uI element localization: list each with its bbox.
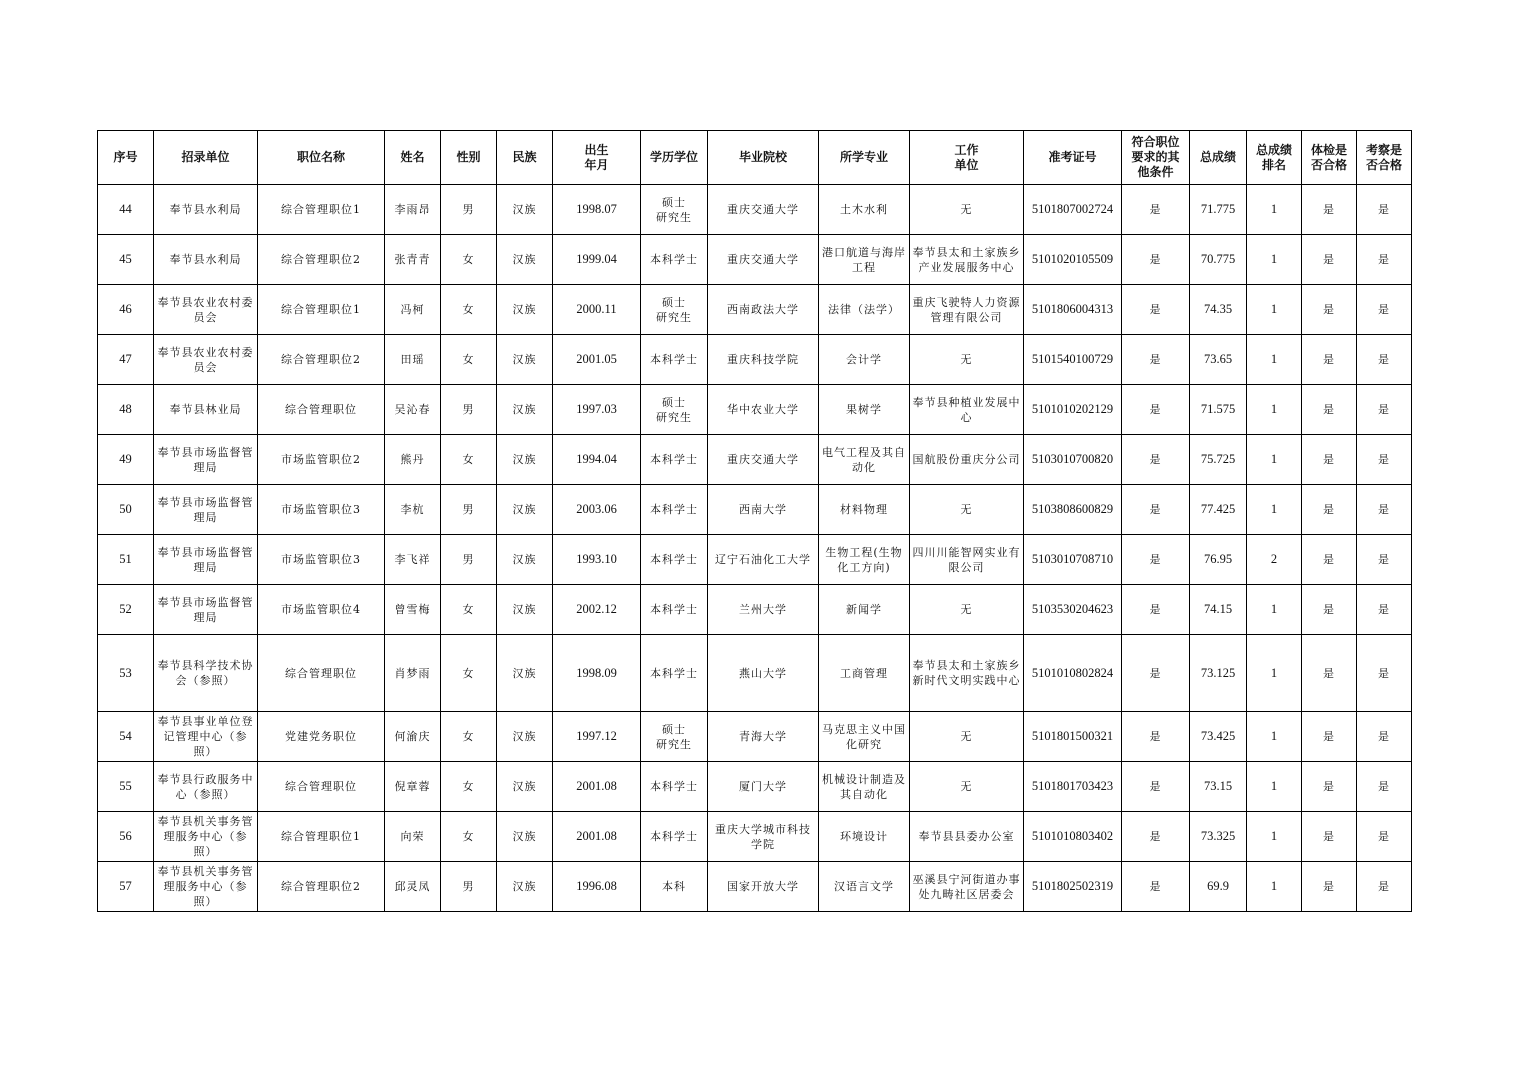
cell-total-score: 73.15 [1190,762,1247,812]
cell-degree: 本科学士 [641,585,708,635]
cell-recruiting-unit: 奉节县市场监督管理局 [154,485,258,535]
cell-exam-id: 5103010700820 [1024,435,1122,485]
cell-exam-id: 5101010802824 [1024,635,1122,712]
cell-degree: 硕士 研究生 [641,185,708,235]
table-row [98,235,1412,285]
cell-other-conditions: 是 [1122,585,1190,635]
cell-exam-id: 5101802502319 [1024,862,1122,912]
cell-rank: 1 [1247,235,1302,285]
cell-school: 重庆交通大学 [708,435,819,485]
cell-degree: 硕士 研究生 [641,285,708,335]
cell-workplace: 奉节县种植业发展中心 [910,385,1024,435]
cell-other-conditions: 是 [1122,762,1190,812]
cell-recruiting-unit: 奉节县农业农村委员会 [154,335,258,385]
cell-rank: 2 [1247,535,1302,585]
cell-total-score: 70.775 [1190,235,1247,285]
cell-position: 市场监管职位2 [258,435,385,485]
cell-total-score: 74.15 [1190,585,1247,635]
cell-seq: 45 [98,235,154,285]
cell-seq: 57 [98,862,154,912]
cell-rank: 1 [1247,385,1302,435]
cell-major: 汉语言文学 [819,862,910,912]
cell-rank: 1 [1247,285,1302,335]
cell-ethnicity: 汉族 [497,435,553,485]
cell-workplace: 无 [910,585,1024,635]
cell-position: 综合管理职位1 [258,185,385,235]
cell-major: 电气工程及其自动化 [819,435,910,485]
cell-rank: 1 [1247,435,1302,485]
header-col-rank: 总成绩 排名 [1247,131,1302,185]
cell-major: 生物工程(生物化工方向) [819,535,910,585]
cell-school: 燕山大学 [708,635,819,712]
cell-workplace: 奉节县太和土家族乡产业发展服务中心 [910,235,1024,285]
cell-rank: 1 [1247,585,1302,635]
header-col-name: 姓名 [385,131,441,185]
header-col-school: 毕业院校 [708,131,819,185]
cell-physical-exam: 是 [1302,435,1357,485]
cell-degree: 硕士 研究生 [641,385,708,435]
cell-other-conditions: 是 [1122,862,1190,912]
cell-workplace: 无 [910,712,1024,762]
cell-gender: 男 [441,385,497,435]
cell-seq: 55 [98,762,154,812]
cell-school: 国家开放大学 [708,862,819,912]
cell-rank: 1 [1247,635,1302,712]
cell-position: 综合管理职位 [258,635,385,712]
cell-seq: 50 [98,485,154,535]
cell-ethnicity: 汉族 [497,285,553,335]
cell-inspection: 是 [1357,485,1412,535]
cell-other-conditions: 是 [1122,235,1190,285]
header-col-total-score: 总成绩 [1190,131,1247,185]
cell-gender: 男 [441,535,497,585]
cell-exam-id: 5101806004313 [1024,285,1122,335]
cell-ethnicity: 汉族 [497,812,553,862]
cell-gender: 女 [441,435,497,485]
table-row [98,812,1412,862]
cell-school: 重庆交通大学 [708,235,819,285]
cell-inspection: 是 [1357,635,1412,712]
table-row [98,435,1412,485]
cell-inspection: 是 [1357,585,1412,635]
cell-recruiting-unit: 奉节县机关事务管理服务中心（参照） [154,862,258,912]
cell-name: 李雨昂 [385,185,441,235]
cell-degree: 本科学士 [641,812,708,862]
cell-rank: 1 [1247,712,1302,762]
cell-physical-exam: 是 [1302,285,1357,335]
cell-name: 张青青 [385,235,441,285]
table-row [98,185,1412,235]
cell-physical-exam: 是 [1302,335,1357,385]
cell-birth: 1993.10 [553,535,641,585]
candidate-table [97,130,1412,912]
cell-workplace: 无 [910,185,1024,235]
cell-physical-exam: 是 [1302,585,1357,635]
cell-position: 综合管理职位1 [258,812,385,862]
cell-degree: 本科学士 [641,235,708,285]
cell-total-score: 71.775 [1190,185,1247,235]
cell-degree: 本科学士 [641,762,708,812]
cell-rank: 1 [1247,762,1302,812]
header-col-degree: 学历学位 [641,131,708,185]
cell-gender: 女 [441,635,497,712]
cell-exam-id: 5101010202129 [1024,385,1122,435]
cell-gender: 女 [441,235,497,285]
cell-school: 兰州大学 [708,585,819,635]
cell-recruiting-unit: 奉节县水利局 [154,235,258,285]
cell-recruiting-unit: 奉节县水利局 [154,185,258,235]
cell-ethnicity: 汉族 [497,535,553,585]
header-col-ethnicity: 民族 [497,131,553,185]
cell-seq: 53 [98,635,154,712]
cell-name: 李飞祥 [385,535,441,585]
header-col-other-conditions: 符合职位 要求的其 他条件 [1122,131,1190,185]
cell-exam-id: 5103530204623 [1024,585,1122,635]
cell-degree: 本科学士 [641,635,708,712]
header-col-birth: 出生 年月 [553,131,641,185]
cell-total-score: 77.425 [1190,485,1247,535]
cell-school: 重庆大学城市科技学院 [708,812,819,862]
cell-inspection: 是 [1357,762,1412,812]
cell-major: 会计学 [819,335,910,385]
cell-recruiting-unit: 奉节县市场监督管理局 [154,435,258,485]
table-row [98,712,1412,762]
cell-school: 青海大学 [708,712,819,762]
cell-position: 综合管理职位 [258,385,385,435]
cell-name: 曾雪梅 [385,585,441,635]
table-body [98,185,1412,912]
header-col-exam-id: 准考证号 [1024,131,1122,185]
cell-birth: 1998.07 [553,185,641,235]
cell-rank: 1 [1247,485,1302,535]
cell-seq: 51 [98,535,154,585]
cell-exam-id: 5101801500321 [1024,712,1122,762]
cell-birth: 2001.08 [553,812,641,862]
cell-position: 综合管理职位2 [258,235,385,285]
cell-birth: 2001.05 [553,335,641,385]
cell-inspection: 是 [1357,535,1412,585]
cell-recruiting-unit: 奉节县农业农村委员会 [154,285,258,335]
cell-total-score: 73.425 [1190,712,1247,762]
cell-physical-exam: 是 [1302,712,1357,762]
cell-degree: 本科学士 [641,535,708,585]
cell-physical-exam: 是 [1302,485,1357,535]
cell-physical-exam: 是 [1302,762,1357,812]
cell-ethnicity: 汉族 [497,335,553,385]
cell-recruiting-unit: 奉节县机关事务管理服务中心（参照） [154,812,258,862]
cell-physical-exam: 是 [1302,185,1357,235]
cell-major: 新闻学 [819,585,910,635]
cell-other-conditions: 是 [1122,812,1190,862]
cell-seq: 49 [98,435,154,485]
cell-total-score: 69.9 [1190,862,1247,912]
cell-position: 综合管理职位2 [258,862,385,912]
cell-birth: 1996.08 [553,862,641,912]
cell-seq: 44 [98,185,154,235]
header-col-gender: 性别 [441,131,497,185]
table-row [98,762,1412,812]
cell-recruiting-unit: 奉节县事业单位登记管理中心（参照） [154,712,258,762]
cell-name: 田瑶 [385,335,441,385]
cell-workplace: 四川川能智网实业有限公司 [910,535,1024,585]
cell-inspection: 是 [1357,385,1412,435]
table-row [98,535,1412,585]
cell-name: 熊丹 [385,435,441,485]
cell-recruiting-unit: 奉节县科学技术协会（参照） [154,635,258,712]
header-col-recruiting-unit: 招录单位 [154,131,258,185]
cell-ethnicity: 汉族 [497,635,553,712]
header-col-seq: 序号 [98,131,154,185]
cell-gender: 男 [441,485,497,535]
cell-position: 党建党务职位 [258,712,385,762]
cell-seq: 54 [98,712,154,762]
cell-seq: 52 [98,585,154,635]
cell-name: 倪章蓉 [385,762,441,812]
cell-degree: 本科 [641,862,708,912]
cell-name: 冯柯 [385,285,441,335]
cell-birth: 1997.12 [553,712,641,762]
cell-other-conditions: 是 [1122,485,1190,535]
cell-exam-id: 5101540100729 [1024,335,1122,385]
cell-inspection: 是 [1357,335,1412,385]
header-col-workplace: 工作 单位 [910,131,1024,185]
cell-ethnicity: 汉族 [497,235,553,285]
cell-recruiting-unit: 奉节县行政服务中心（参照） [154,762,258,812]
cell-workplace: 奉节县太和土家族乡新时代文明实践中心 [910,635,1024,712]
cell-major: 马克思主义中国化研究 [819,712,910,762]
cell-school: 厦门大学 [708,762,819,812]
cell-major: 材料物理 [819,485,910,535]
cell-birth: 2003.06 [553,485,641,535]
cell-inspection: 是 [1357,812,1412,862]
cell-workplace: 无 [910,762,1024,812]
cell-birth: 1994.04 [553,435,641,485]
cell-ethnicity: 汉族 [497,712,553,762]
table-row [98,335,1412,385]
table-row [98,485,1412,535]
table-header [98,131,1412,185]
cell-rank: 1 [1247,185,1302,235]
cell-ethnicity: 汉族 [497,485,553,535]
header-col-physical-exam: 体检是 否合格 [1302,131,1357,185]
cell-major: 港口航道与海岸工程 [819,235,910,285]
cell-total-score: 73.65 [1190,335,1247,385]
cell-other-conditions: 是 [1122,535,1190,585]
cell-gender: 女 [441,335,497,385]
cell-physical-exam: 是 [1302,862,1357,912]
cell-total-score: 74.35 [1190,285,1247,335]
cell-gender: 女 [441,812,497,862]
cell-position: 综合管理职位2 [258,335,385,385]
cell-ethnicity: 汉族 [497,385,553,435]
cell-total-score: 75.725 [1190,435,1247,485]
cell-ethnicity: 汉族 [497,762,553,812]
cell-name: 何渝庆 [385,712,441,762]
cell-total-score: 71.575 [1190,385,1247,435]
cell-exam-id: 5101801703423 [1024,762,1122,812]
cell-physical-exam: 是 [1302,235,1357,285]
cell-name: 邱灵凤 [385,862,441,912]
cell-inspection: 是 [1357,862,1412,912]
cell-position: 市场监管职位4 [258,585,385,635]
cell-ethnicity: 汉族 [497,185,553,235]
cell-degree: 本科学士 [641,435,708,485]
cell-birth: 1997.03 [553,385,641,435]
cell-position: 市场监管职位3 [258,485,385,535]
cell-physical-exam: 是 [1302,635,1357,712]
cell-physical-exam: 是 [1302,535,1357,585]
cell-other-conditions: 是 [1122,335,1190,385]
table-row [98,385,1412,435]
header-col-major: 所学专业 [819,131,910,185]
cell-exam-id: 5103808600829 [1024,485,1122,535]
cell-school: 重庆交通大学 [708,185,819,235]
cell-workplace: 奉节县县委办公室 [910,812,1024,862]
cell-gender: 女 [441,285,497,335]
cell-school: 重庆科技学院 [708,335,819,385]
cell-birth: 2002.12 [553,585,641,635]
header-col-position: 职位名称 [258,131,385,185]
cell-seq: 47 [98,335,154,385]
cell-inspection: 是 [1357,235,1412,285]
cell-school: 华中农业大学 [708,385,819,435]
cell-physical-exam: 是 [1302,812,1357,862]
cell-total-score: 76.95 [1190,535,1247,585]
cell-other-conditions: 是 [1122,635,1190,712]
cell-birth: 1998.09 [553,635,641,712]
cell-degree: 硕士 研究生 [641,712,708,762]
cell-other-conditions: 是 [1122,185,1190,235]
cell-inspection: 是 [1357,185,1412,235]
cell-workplace: 无 [910,485,1024,535]
cell-name: 吴沁春 [385,385,441,435]
cell-recruiting-unit: 奉节县市场监督管理局 [154,535,258,585]
cell-position: 市场监管职位3 [258,535,385,585]
cell-major: 法律（法学） [819,285,910,335]
cell-gender: 女 [441,585,497,635]
cell-workplace: 无 [910,335,1024,385]
cell-gender: 男 [441,185,497,235]
table-row [98,635,1412,712]
cell-workplace: 国航股份重庆分公司 [910,435,1024,485]
cell-ethnicity: 汉族 [497,585,553,635]
cell-position: 综合管理职位1 [258,285,385,335]
cell-other-conditions: 是 [1122,712,1190,762]
cell-seq: 56 [98,812,154,862]
cell-birth: 2001.08 [553,762,641,812]
cell-degree: 本科学士 [641,485,708,535]
cell-exam-id: 5101807002724 [1024,185,1122,235]
cell-seq: 46 [98,285,154,335]
cell-recruiting-unit: 奉节县市场监督管理局 [154,585,258,635]
header-col-inspection: 考察是 否合格 [1357,131,1412,185]
cell-rank: 1 [1247,335,1302,385]
cell-exam-id: 5101020105509 [1024,235,1122,285]
cell-gender: 女 [441,762,497,812]
cell-inspection: 是 [1357,435,1412,485]
cell-workplace: 重庆飞驶特人力资源管理有限公司 [910,285,1024,335]
cell-major: 工商管理 [819,635,910,712]
table-row [98,862,1412,912]
table-row [98,585,1412,635]
header-row [98,131,1412,185]
cell-major: 果树学 [819,385,910,435]
cell-other-conditions: 是 [1122,435,1190,485]
cell-exam-id: 5101010803402 [1024,812,1122,862]
cell-workplace: 巫溪县宁河街道办事处九畴社区居委会 [910,862,1024,912]
cell-rank: 1 [1247,812,1302,862]
cell-birth: 2000.11 [553,285,641,335]
cell-name: 向荣 [385,812,441,862]
cell-recruiting-unit: 奉节县林业局 [154,385,258,435]
cell-school: 辽宁石油化工大学 [708,535,819,585]
cell-position: 综合管理职位 [258,762,385,812]
cell-other-conditions: 是 [1122,385,1190,435]
cell-exam-id: 5103010708710 [1024,535,1122,585]
cell-ethnicity: 汉族 [497,862,553,912]
cell-degree: 本科学士 [641,335,708,385]
cell-major: 环境设计 [819,812,910,862]
cell-gender: 男 [441,862,497,912]
cell-other-conditions: 是 [1122,285,1190,335]
cell-school: 西南大学 [708,485,819,535]
cell-total-score: 73.125 [1190,635,1247,712]
cell-rank: 1 [1247,862,1302,912]
cell-school: 西南政法大学 [708,285,819,335]
cell-inspection: 是 [1357,285,1412,335]
cell-inspection: 是 [1357,712,1412,762]
cell-gender: 女 [441,712,497,762]
table-row [98,285,1412,335]
cell-name: 李杭 [385,485,441,535]
cell-major: 土木水利 [819,185,910,235]
cell-physical-exam: 是 [1302,385,1357,435]
cell-total-score: 73.325 [1190,812,1247,862]
cell-birth: 1999.04 [553,235,641,285]
cell-name: 肖梦雨 [385,635,441,712]
cell-seq: 48 [98,385,154,435]
cell-major: 机械设计制造及其自动化 [819,762,910,812]
